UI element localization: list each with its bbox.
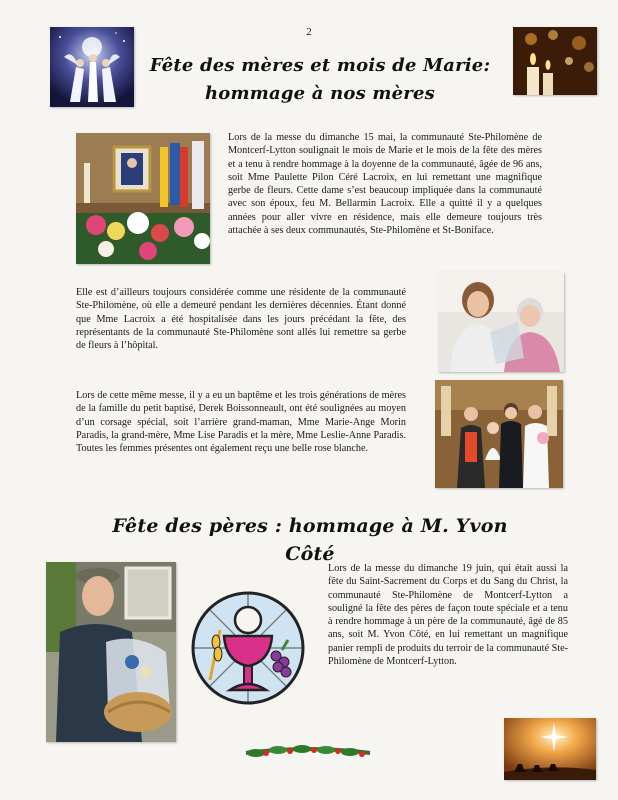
section1-title (140, 52, 500, 108)
section1-title-line1: Fête des mères et mois de Marie: (149, 55, 491, 76)
section1-paragraph2: Elle est d’ailleurs toujours considérée comme une résidente de la communauté Ste-Philomène, où elle a demeuré pendant les dernières décennies. Étant donné que Mme Lacroix a été hospitalisée dans les jours précédant la fête, des représentants de la communauté Ste-Philomène sont allés lui remettre sa gerbe de fleurs à l’hôpital. (76, 287, 406, 352)
angels-image (50, 27, 134, 107)
section2-paragraph1: Lors de la messe du dimanche 19 juin, qui était aussi la fête du Saint-Sacrement du Corps et du Sang du Christ, la communauté Ste-Philomène de Montcerf-Lytton a souligné la fête des pères de façon toute spéciale et a tenu à rendre hommage à un père de la communauté, âgé de 85 ans, soit M. Yvon Côté, en lui remettant un magnifique panier rempli de produits du terroir de la communauté Ste-Philomène de Montcerf-Lytton. (328, 563, 568, 668)
section1-title-line2: hommage à nos mères (205, 83, 435, 104)
holly-garland-image (242, 741, 374, 763)
two-women-photo (438, 272, 564, 372)
section1-paragraph3: Lors de cette même messe, il y a eu un baptême et les trois générations de mères de la famille du petit baptisé, Derek Boissonneault, ont été soulignées au moyen d’un corsage spécial, soit l’arrière grand-maman, Mme Marie-Ange Morin Paradis, la grand-mère, Mme Lise Paradis et la mère, Mme Leslie-Anne Paradis. Toutes les femmes présentes ont également reçu une belle rose blanche. (76, 390, 406, 455)
baptism-family-photo (435, 380, 563, 488)
section1-paragraph1: Lors de la messe du dimanche 15 mai, la communauté Ste-Philomène de Montcerf-Lytton soulignait le mois de Marie et le mois de la fête des mères et a tenu à rendre hommage à la doyenne de la communauté, âgée de 96 ans, soit Mme Paulette Pilon Céré Lacroix, en lui remettant une magnifique gerbe de fleurs. Cette dame s’est beaucoup impliquée dans la communauté avec son époux, feu M. Bellarmin Lacroix. Elle a quitté il y a quelques années pour aller vivre en résidence, mais elle demeure toujours très attachée à ses deux communautés, Ste-Philomène et St-Boniface. (228, 132, 542, 237)
section2-title: Fête des pères : hommage à M. Yvon Côté (112, 515, 508, 565)
star-of-bethlehem-image (504, 718, 596, 780)
page-number: 2 (306, 26, 312, 38)
church-altar-photo (76, 133, 210, 264)
candles-image (513, 27, 597, 95)
chalice-stained-glass-icon (190, 590, 306, 706)
man-with-basket-photo (46, 562, 176, 742)
